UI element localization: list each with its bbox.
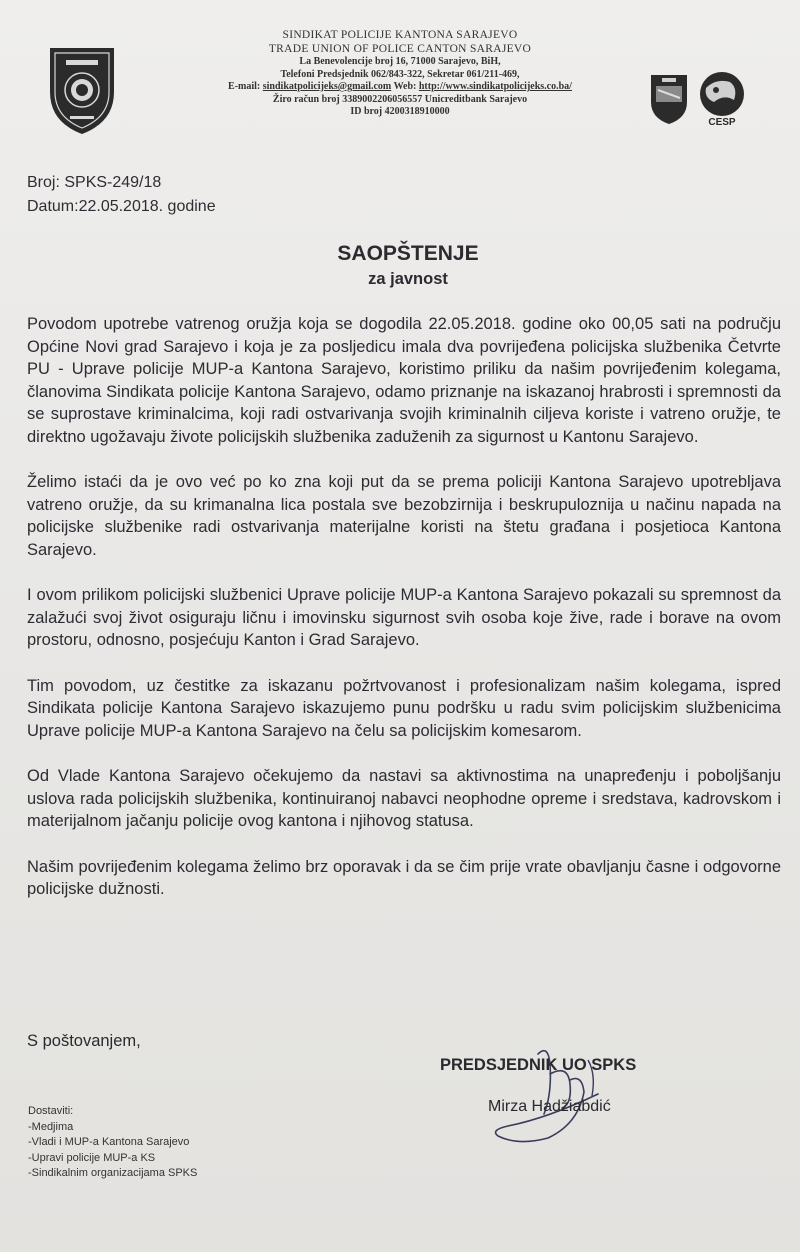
paragraph: I ovom prilikom policijski službenici Uprave policije MUP-a Kantona Sarajevo pokazali su spremnost da zalažući svoj život osiguraju ličnu i imovinsku sigurnost svih osoba koje žive, rade i borave na ovom prostoru, odnosno, posjećuju Kanton i Grad Sarajevo. [27, 586, 781, 649]
web-link[interactable]: http://www.sindikatpolicijeks.co.ba/ [418, 81, 572, 92]
paragraph: Našim povrijeđenim kolegama želimo brz oporavak i da se čim prije vrate obavljanju časne i odgovorne policijske dužnosti. [27, 857, 781, 898]
reference-date: Datum:22.05.2018. godine [27, 198, 216, 215]
letterhead [150, 28, 650, 119]
email-link[interactable]: sindikatpolicijeks@gmail.com [262, 81, 392, 92]
document-subtitle: za javnost [368, 270, 448, 288]
union-name-local: SINDIKAT POLICIJE KANTONA SARAJEVO [282, 29, 518, 41]
statement-body [27, 313, 781, 924]
cesp-label: CESP [708, 117, 736, 128]
paragraph: Povodom upotrebe vatrenog oružja koja se dogodila 22.05.2018. godine oko 00,05 sati na području Općine Novi grad Sarajevo i koja je za posljedicu imala dva povrijeđena policijska službenika Četvrte PU - Uprave policije MUP-a Kantona Sarajevo, koristimo priliku da našim povrijeđenim kolegama, članovima Sindikata policije Kantona Sarajevo, odamo priznanje na iskazanoj hrabrosti i spremnosti da se suprostave kriminalcima, koji radi ostvarivanja svojih kriminalnih ciljeva koriste i vatreno oružje, te direktno ugožavaju živote policijskih službenika zaduženih za sigurnost u Kantonu Sarajevo. [27, 315, 781, 446]
bih-emblem-logo [648, 72, 690, 126]
list-item: -Vladi i MUP-a Kantona Sarajevo [28, 1136, 190, 1148]
reference-number: Broj: SPKS-249/18 [27, 174, 162, 191]
distribution-list [28, 1104, 197, 1182]
closing-salutation: S poštovanjem, [27, 1032, 141, 1050]
signatory-name: Mirza Hadžiabdić [488, 1098, 611, 1115]
phones-line: Telefoni Predsjednik 062/843-322, Sekretar 061/211-469, [280, 68, 520, 80]
list-item: -Medjima [28, 1120, 74, 1133]
handwritten-signature [478, 1034, 648, 1154]
paragraph: Želimo istaći da je ovo već po ko zna koji put da se prema policiji Kantona Sarajevo upotrebljava vatreno oružje, da su krimanalna lica postala sve bezobzirnija i beskrupuloznija u načinu napada na policijske službenike radi ostvarivanja materijalne koristi na štetu građana i posjetioca Kantona Sarajevo. [27, 473, 781, 559]
id-line: ID broj 4200318910000 [350, 106, 450, 117]
web-label: Web: [393, 81, 417, 92]
paragraph: Od Vlade Kantona Sarajevo očekujemo da nastavi sa aktivnostima na unapređenju i poboljšanju uslova rada policijskih službenika, kontinuiranoj nabavci neophodne opreme i sredstava, kadrovskom i materijalnom jačanju policije ovog kantona i njihovog statusa. [27, 767, 781, 830]
account-line: Žiro račun broj 3389002206056557 Unicreditbank Sarajevo [272, 93, 528, 105]
union-shield-logo [44, 42, 120, 136]
paragraph: Tim povodom, uz čestitke za iskazanu požrtvovanost i profesionalizam našim kolegama, ispred Sindikata policije Kantona Sarajevo iskazujemo punu podršku u radu svim policijskim službenicima Uprave policije MUP-a Kantona Sarajevo na čelu sa policijskim komesarom. [27, 676, 781, 740]
distribution-label: Dostaviti: [28, 1105, 74, 1117]
document-title: SAOPŠTENJE [337, 242, 479, 265]
contact-line [150, 81, 650, 94]
address-line: La Benevolencije broj 16, 71000 Sarajevo, BiH, [299, 56, 501, 67]
list-item: -Sindikalnim organizacijama SPKS [28, 1167, 198, 1179]
union-name-english: TRADE UNION OF POLICE CANTON SARAJEVO [268, 43, 532, 55]
signatory-title: PREDSJEDNIK UO SPKS [440, 1056, 637, 1074]
email-label: E-mail: [228, 81, 261, 92]
list-item: -Upravi policije MUP-a KS [28, 1151, 156, 1164]
cesp-logo [696, 70, 748, 128]
